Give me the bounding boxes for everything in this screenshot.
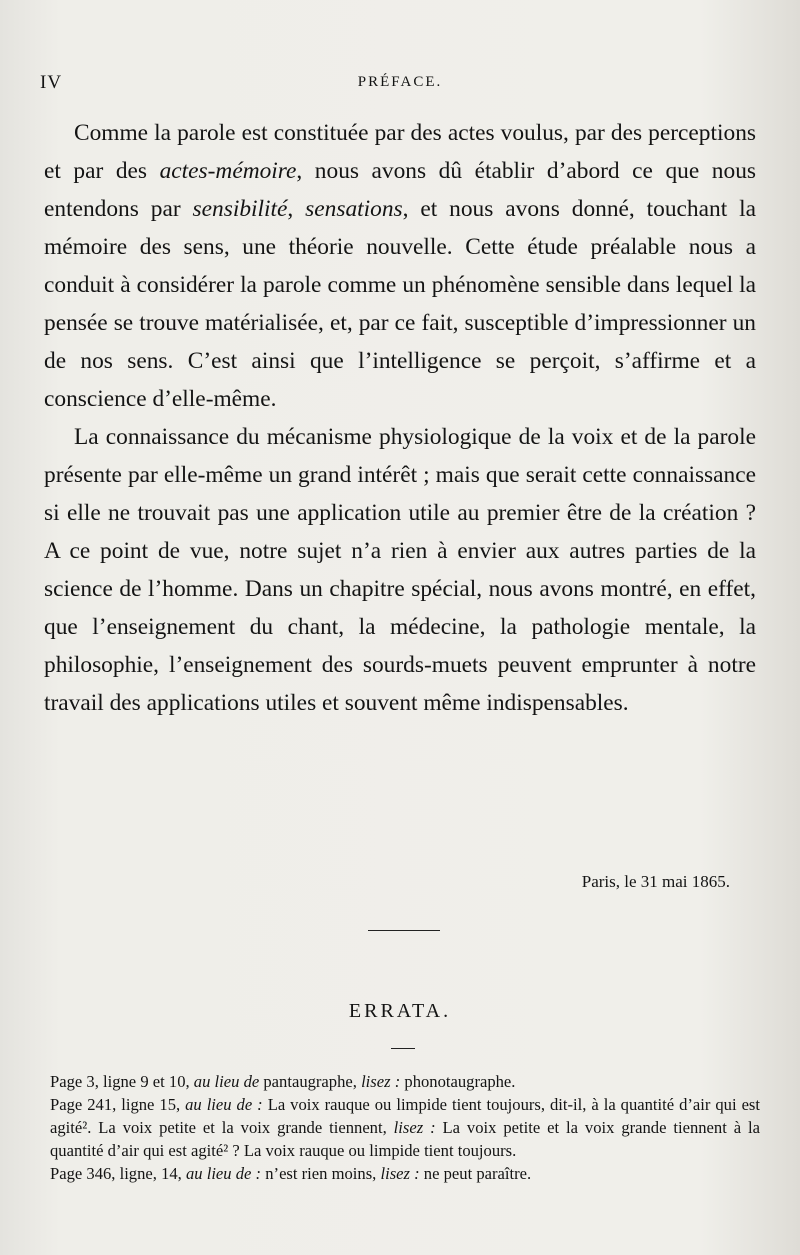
errata-correct-text: phonotaugraphe. xyxy=(400,1072,516,1091)
paragraph-1 xyxy=(44,114,756,418)
running-head: PRÉFACE. xyxy=(357,74,443,90)
paragraph-1-text-b: , nous avons dû établir d’abord ce que nous entendons par xyxy=(44,158,756,222)
errata-instead-of: au lieu de : xyxy=(185,1164,262,1183)
paragraph-1-text-a: Comme la parole est constituée par des actes voulus, par des perceptions et par des xyxy=(44,120,756,184)
errata-entry xyxy=(50,1093,760,1162)
errata-list xyxy=(50,1070,760,1185)
errata-instead-of: au lieu de : xyxy=(185,1095,263,1114)
errata-read: lisez : xyxy=(380,1164,420,1183)
errata-read: lisez : xyxy=(361,1072,401,1091)
errata-wrong-text: n’est rien moins, xyxy=(261,1164,381,1183)
errata-divider xyxy=(391,1048,415,1049)
errata-location: Page 3, ligne 9 et 10, xyxy=(50,1072,194,1091)
errata-wrong-text: pantaugraphe, xyxy=(259,1072,362,1091)
term-actes-memoire: actes-mémoire xyxy=(159,158,297,184)
errata-location: Page 241, ligne 15, xyxy=(50,1095,186,1114)
section-divider xyxy=(368,930,440,931)
paragraph-2: La connaissance du mécanisme physiologique de la voix et de la parole présente par elle-même un grand intérêt ; mais que serait cette connaissance si elle ne trouvait pas une application utile au premier être de la création ? A ce point de vue, notre sujet n’a rien à envier aux autres parties de la science de l’homme. Dans un chapitre spécial, nous avons montré, en effet, que l’enseignement du chant, la médecine, la pathologie mentale, la philosophie, l’enseignement des sourds-muets peuvent emprunter à notre travail des applications utiles et souvent même indispensables. xyxy=(44,424,756,716)
errata-entry xyxy=(50,1162,760,1185)
errata-read: lisez : xyxy=(393,1118,436,1137)
errata-correct-text: La voix petite et la voix grande tiennent à la quantité d’air qui est agité² ? La voix rauque ou limpide tient toujours. xyxy=(50,1118,760,1160)
errata-instead-of: au lieu de xyxy=(193,1072,260,1091)
term-sensibilite: sensibilité xyxy=(192,196,288,222)
preface-body xyxy=(44,114,756,722)
errata-wrong-text: La voix rauque ou limpide tient toujours, dit-il, à la quantité d’air qui est agité². La voix petite et la voix grande tiennent, xyxy=(50,1095,760,1137)
page-header xyxy=(40,72,760,102)
date-signature: Paris, le 31 mai 1865. xyxy=(581,872,730,891)
paragraph-1-text-d: , et nous avons donné, touchant la mémoire des sens, une théorie nouvelle. Cette étude préalable nous a conduit à considérer la parole comme un phénomène sensible dans lequel la pensée se trouve matérialisée, et, par ce fait, susceptible d’impressionner un de nos sens. C’est ainsi que l’intelligence se perçoit, s’affirme et a conscience d’elle-même. xyxy=(44,196,756,412)
errata-location: Page 346, ligne, 14, xyxy=(50,1164,186,1183)
paragraph-1-text-c: , xyxy=(287,196,306,222)
errata-title: ERRATA. xyxy=(348,1000,452,1022)
errata-entry xyxy=(50,1070,760,1093)
term-sensations: sensations xyxy=(305,196,403,222)
errata-correct-text: ne peut paraître. xyxy=(419,1164,532,1183)
page-number: IV xyxy=(40,72,63,93)
